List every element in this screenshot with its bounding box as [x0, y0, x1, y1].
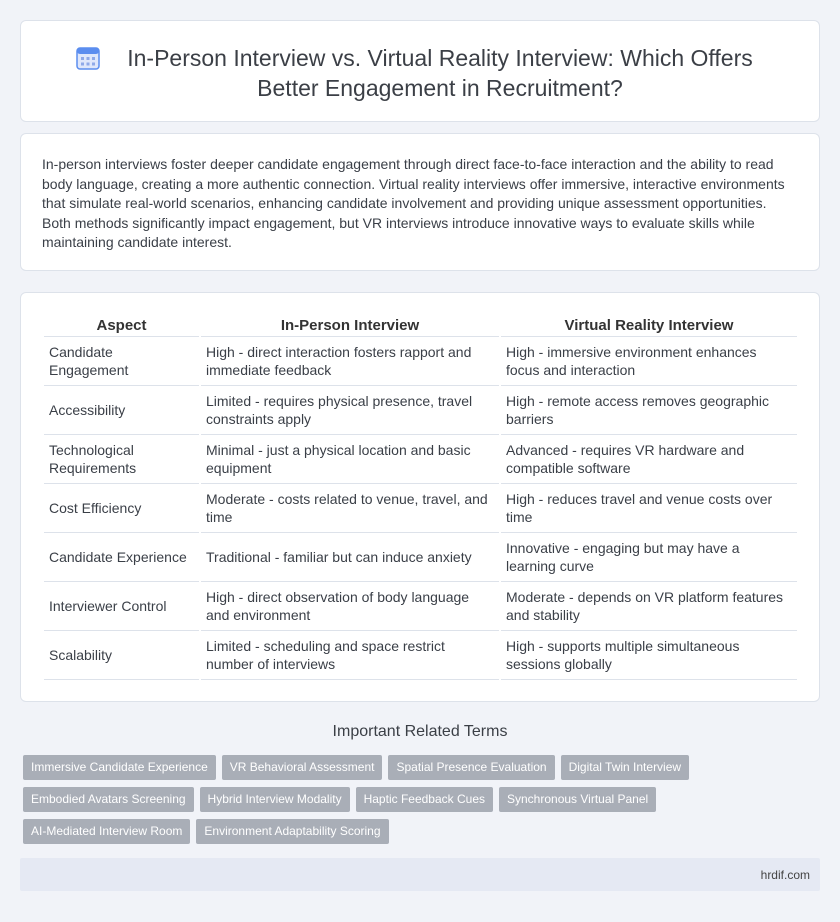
table-cell: High - supports multiple simultaneous sessions globally: [501, 631, 797, 680]
table-cell: High - direct interaction fosters rapport and immediate feedback: [201, 337, 499, 386]
related-term-tag[interactable]: AI-Mediated Interview Room: [23, 819, 190, 844]
summary-paragraph: In-person interviews foster deeper candidate engagement through direct face-to-face interaction and the ability to read body language, creating a more authentic connection. Virtual reality interviews offer immersive, interactive environments that simulate real-world scenarios, enhancing candidate involvement and providing unique assessment opportunities. Both methods significantly impact engagement, but VR interviews introduce innovative ways to evaluate skills while maintaining candidate interest.: [42, 156, 785, 250]
table-cell: Cost Efficiency: [44, 484, 199, 533]
related-term-tag[interactable]: Environment Adaptability Scoring: [196, 819, 388, 844]
table-row: [44, 631, 797, 680]
related-term-tag[interactable]: VR Behavioral Assessment: [222, 755, 383, 780]
column-header: Virtual Reality Interview: [501, 315, 797, 337]
related-term-tag[interactable]: Embodied Avatars Screening: [23, 787, 194, 812]
related-term-tag[interactable]: Synchronous Virtual Panel: [499, 787, 656, 812]
table-cell: High - remote access removes geographic barriers: [501, 386, 797, 435]
title-card: [20, 20, 820, 122]
table-cell: Innovative - engaging but may have a learning curve: [501, 533, 797, 582]
table-cell: Candidate Experience: [44, 533, 199, 582]
table-cell: Traditional - familiar but can induce anxiety: [201, 533, 499, 582]
page-title: In-Person Interview vs. Virtual Reality Interview: Which Offers Better Engagement in Recruitment?: [127, 45, 753, 101]
related-term-tag[interactable]: Immersive Candidate Experience: [23, 755, 216, 780]
table-row: [44, 386, 797, 435]
table-row: [44, 533, 797, 582]
table-row: [44, 435, 797, 484]
column-header: In-Person Interview: [201, 315, 499, 337]
table-cell: High - immersive environment enhances focus and interaction: [501, 337, 797, 386]
table-cell: Minimal - just a physical location and basic equipment: [201, 435, 499, 484]
related-term-tag[interactable]: Hybrid Interview Modality: [200, 787, 350, 812]
table-row: [44, 484, 797, 533]
comparison-card: [20, 292, 820, 702]
table-cell: Moderate - costs related to venue, travel, and time: [201, 484, 499, 533]
summary-card: [20, 133, 820, 271]
table-cell: Accessibility: [44, 386, 199, 435]
related-term-tag[interactable]: Spatial Presence Evaluation: [388, 755, 554, 780]
table-header-row: [44, 315, 797, 337]
table-cell: Limited - requires physical presence, travel constraints apply: [201, 386, 499, 435]
related-term-tag[interactable]: Haptic Feedback Cues: [356, 787, 493, 812]
table-cell: Limited - scheduling and space restrict number of interviews: [201, 631, 499, 680]
table-cell: Advanced - requires VR hardware and compatible software: [501, 435, 797, 484]
table-cell: Scalability: [44, 631, 199, 680]
footer-site-link[interactable]: hrdif.com: [760, 868, 810, 882]
related-term-tag[interactable]: Digital Twin Interview: [561, 755, 690, 780]
related-terms-list: [23, 755, 813, 851]
table-cell: Interviewer Control: [44, 582, 199, 631]
table-cell: Candidate Engagement: [44, 337, 199, 386]
table-cell: High - direct observation of body language and environment: [201, 582, 499, 631]
table-cell: Technological Requirements: [44, 435, 199, 484]
related-terms-heading: Important Related Terms: [332, 723, 508, 740]
table-row: [44, 337, 797, 386]
table-cell: High - reduces travel and venue costs over time: [501, 484, 797, 533]
table-row: [44, 582, 797, 631]
table-cell: Moderate - depends on VR platform features and stability: [501, 582, 797, 631]
column-header: Aspect: [44, 315, 199, 337]
comparison-table: [42, 315, 799, 680]
footer: [20, 858, 820, 891]
